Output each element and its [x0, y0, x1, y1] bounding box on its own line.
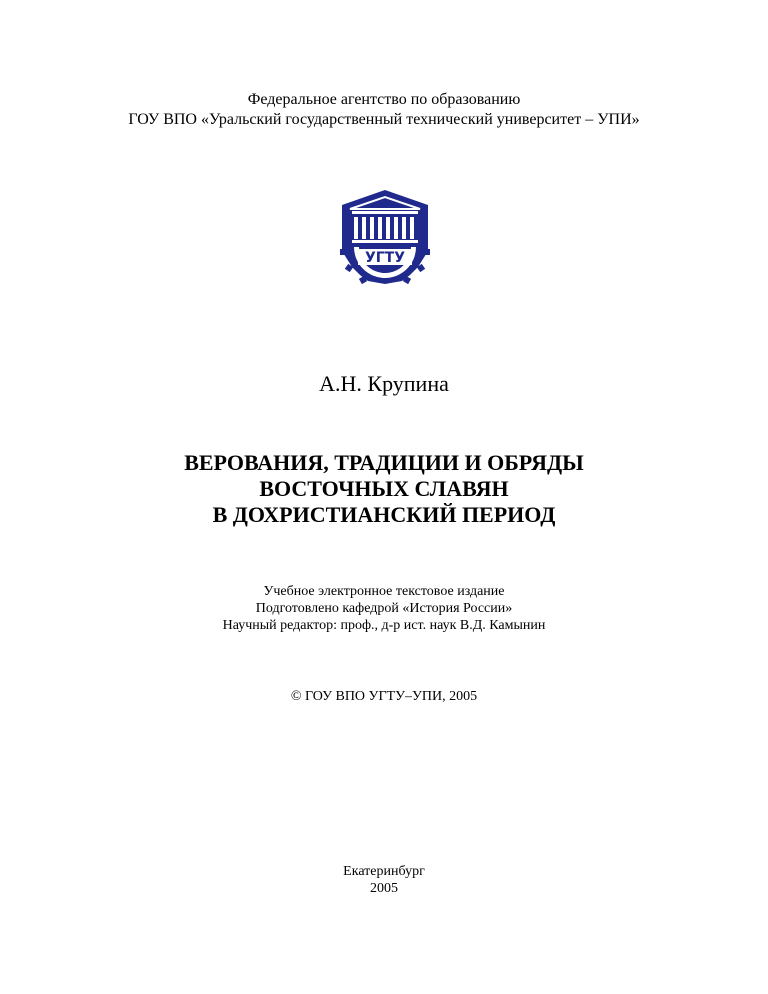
agency-name: Федеральное агентство по образованию — [247, 91, 521, 108]
edition-editor: Научный редактор: проф., д-р ист. наук В.Д. Камынин — [222, 618, 546, 633]
imprint-year: 2005 — [370, 881, 398, 896]
title-line-3: В ДОХРИСТИАНСКИЙ ПЕРИОД — [212, 502, 556, 527]
imprint — [0, 863, 768, 897]
university-logo — [340, 189, 430, 285]
university-name: ГОУ ВПО «Уральский государственный технический университет – УПИ» — [128, 111, 640, 128]
imprint-city: Екатеринбург — [343, 864, 425, 879]
title-line-2: ВОСТОЧНЫХ СЛАВЯН — [259, 476, 509, 501]
copyright-notice: © ГОУ ВПО УГТУ–УПИ, 2005 — [290, 689, 478, 704]
edition-type: Учебное электронное текстовое издание — [263, 584, 505, 599]
title-line-1: ВЕРОВАНИЯ, ТРАДИЦИИ И ОБРЯДЫ — [184, 450, 584, 475]
logo-text: УГТУ — [364, 250, 406, 266]
book-title — [0, 450, 768, 528]
edition-info — [0, 583, 768, 634]
edition-prepared: Подготовлено кафедрой «История России» — [255, 601, 513, 616]
author-name: А.Н. Крупина — [319, 371, 449, 396]
